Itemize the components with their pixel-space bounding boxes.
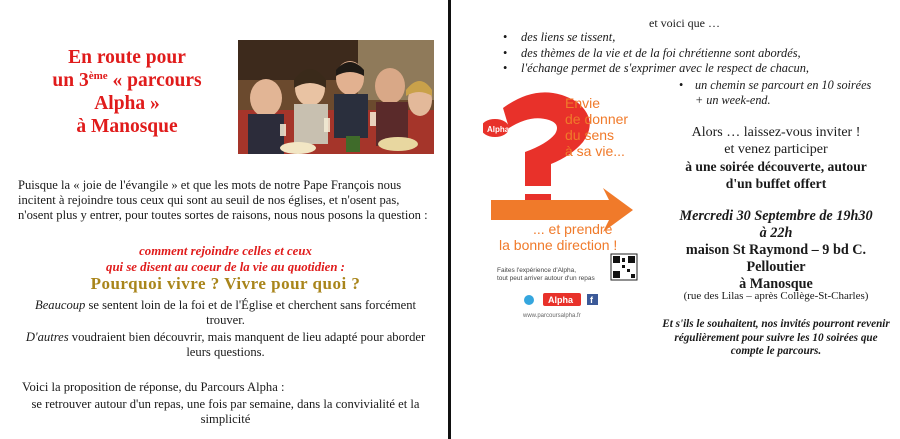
closing-note: Et s'ils le souhaitent, nos invités pourront revenir régulièrement pour suivre les 10 soirées que compte le parcours. <box>662 318 890 358</box>
headline-line-2-post: « parcours <box>107 70 202 91</box>
event-city: à Manosque <box>739 276 813 292</box>
event-end-time: à 22h <box>759 225 793 241</box>
paragraph-repas: se retrouver autour d'un repas, une fois par semaine, dans la convivialité et la simplicité <box>31 397 420 427</box>
event-details <box>657 208 895 293</box>
event-date: Mercredi 30 Septembre de 19h30 <box>679 208 873 224</box>
ad-line-1: Envie <box>565 95 601 111</box>
footer-url: www.parcoursalpha.fr <box>523 313 581 319</box>
invitation-line-1: Alors … laissez-vous inviter ! <box>691 125 861 140</box>
question-red-line-1: comment rejoindre celles et ceux <box>139 244 312 258</box>
headline-line-3: Alpha » <box>94 93 160 114</box>
right-page <box>451 0 900 439</box>
soiree-block <box>657 158 895 192</box>
qr-code-icon <box>611 254 637 280</box>
footer-alpha-logo: Alpha <box>548 295 574 305</box>
ad-line-6: la bonne direction ! <box>499 237 618 253</box>
paragraph-beaucoup-text: se sentent loin de la foi et de l'Église et cherchent sans forcément trouver. <box>85 298 416 328</box>
left-page <box>0 0 449 439</box>
ad-line-4: à sa vie... <box>565 143 625 159</box>
ad-line-5: ... et prendre <box>533 221 613 237</box>
event-venue: maison St Raymond – 9 bd C. <box>685 242 867 258</box>
question-red-line-2: qui se disent au coeur de la vie au quotidien : <box>106 259 345 274</box>
bullet-item-chemin: • un chemin se parcourt en 10 soirées + un week-end. <box>679 78 879 107</box>
paragraph-dautres <box>18 330 433 360</box>
soiree-line-2: d'un buffet offert <box>725 176 827 191</box>
ad-small-line-2: tout peut arriver autour d'un repas <box>497 275 595 282</box>
event-venue-2: Pelloutier <box>746 259 806 275</box>
paragraph-beaucoup <box>18 298 433 328</box>
ad-line-3: du sens <box>565 127 615 143</box>
facebook-icon <box>587 294 598 305</box>
svg-text:f: f <box>590 295 593 305</box>
alpha-logo-text: Alpha <box>487 125 510 134</box>
headline-line-4: à Manosque <box>76 116 178 137</box>
paragraph-dautres-emphasis: D'autres <box>25 330 69 344</box>
bullet-item: • des thèmes de la vie et de la foi chrétienne sont abordés, <box>503 46 893 62</box>
headline-line-2-pre: un 3 <box>52 70 89 91</box>
ad-line-2: de donner <box>565 111 629 127</box>
question-red <box>18 244 433 275</box>
bullet-item: • l'échange permet de s'exprimer avec le respect de chacun, <box>503 61 893 77</box>
paragraph-beaucoup-emphasis: Beaucoup <box>35 298 86 312</box>
twitter-icon <box>524 295 534 305</box>
headline-line-2 <box>22 69 232 92</box>
alpha-advertisement <box>483 82 655 322</box>
intro-paragraph: Puisque la « joie de l'évangile » et que les mots de notre Pape François nous incitent à rejoindre tous ceux qui sont au seuil de nos églises, et n'osent pas, n'osent plus y entrer, pour toutes sortes de raisons, nous nous posons la question : <box>18 178 428 223</box>
question-gold: Pourquoi vivre ? Vivre pour quoi ? <box>90 274 361 293</box>
soiree-line-1: à une soirée découverte, autour <box>685 159 867 174</box>
headline-line-1: En route pour <box>68 47 186 68</box>
bullet-list <box>503 30 893 77</box>
event-directions: (rue des Lilas – après Collège-St-Charles) <box>683 290 869 302</box>
paragraph-proposition: Voici la proposition de réponse, du Parcours Alpha : <box>22 380 285 394</box>
headline <box>22 46 232 138</box>
invitation-line-2: et venez participer <box>724 142 828 157</box>
et-voici-heading: et voici que … <box>649 16 720 30</box>
headline-superscript: ème <box>88 70 108 82</box>
ad-small-line-1: Faites l'expérience d'Alpha, <box>497 267 577 274</box>
bullet-item: • des liens se tissent, <box>503 30 893 46</box>
paragraph-dautres-text: voudraient bien découvrir, mais manquent de lieu adapté pour aborder leurs questions. <box>68 330 426 360</box>
invitation-block <box>657 124 895 158</box>
group-dinner-photo <box>238 40 434 154</box>
